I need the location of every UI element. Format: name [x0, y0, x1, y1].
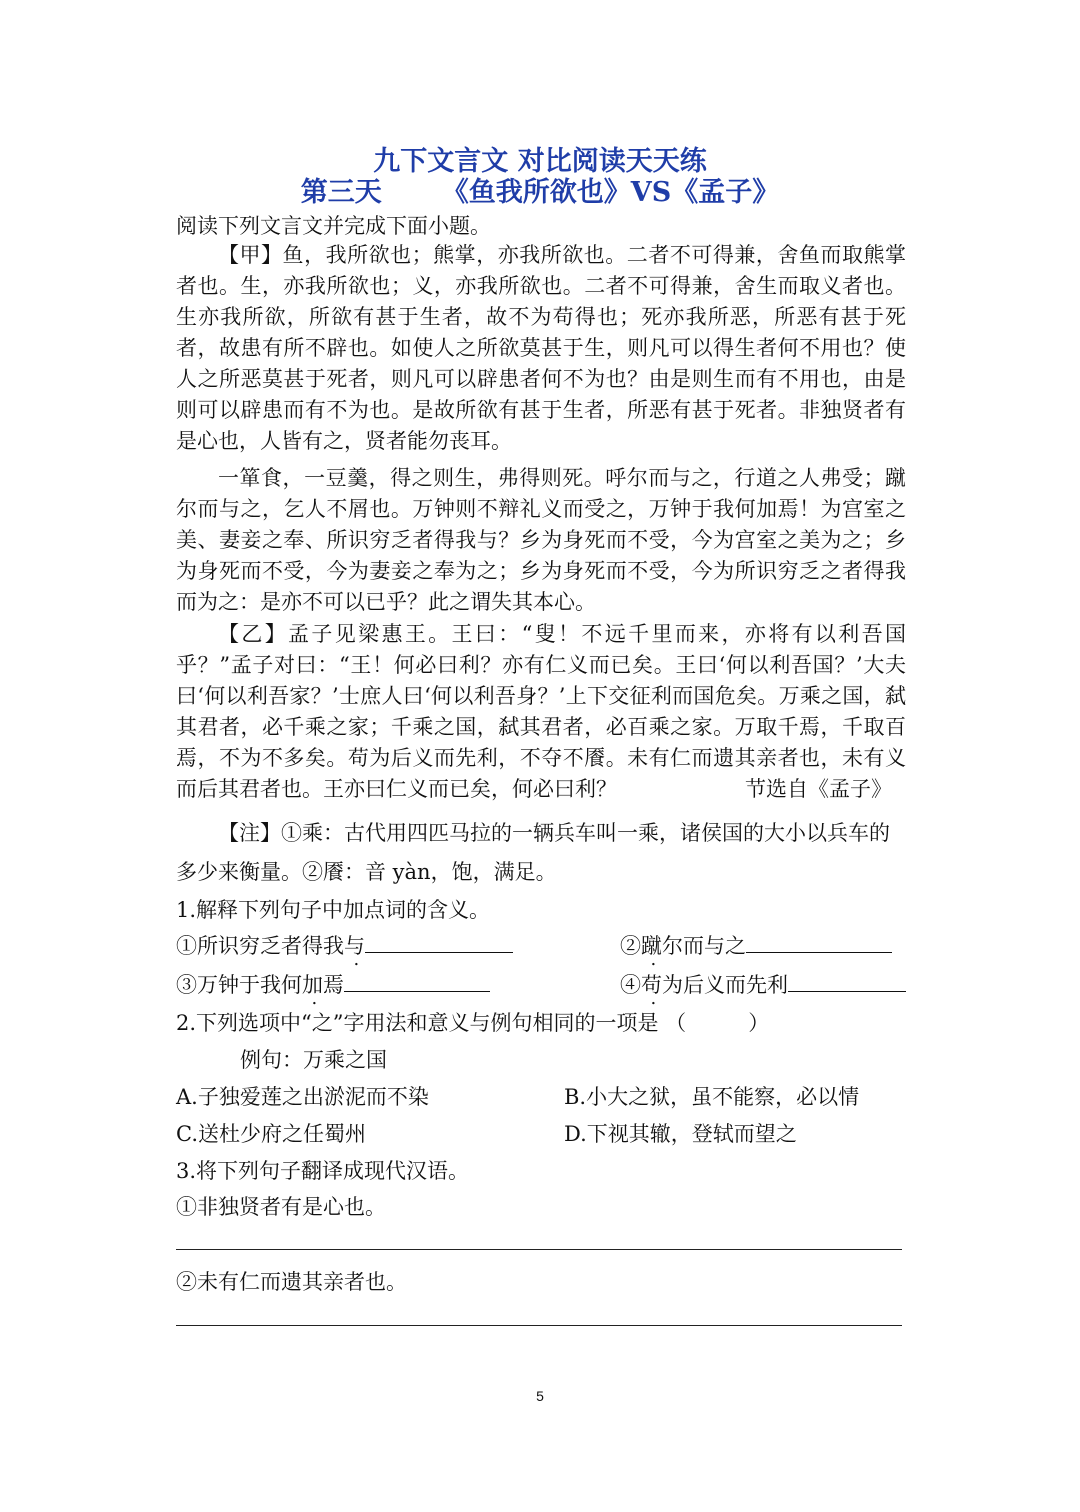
q2-option-d: D.下视其辙，登轼而望之: [564, 1122, 797, 1146]
q1-b-prefix: ②: [620, 934, 641, 958]
q1-a-text: ①所识穷乏者得我: [176, 934, 344, 958]
question-1-stem: 1.解释下列句子中加点词的含义。: [176, 898, 491, 922]
q2-example: 例句：万乘之国: [240, 1048, 387, 1072]
comparison-label: 《鱼我所欲也》VS《孟子》: [441, 177, 780, 208]
q2-option-c: C.送杜少府之任蜀州: [176, 1122, 366, 1146]
q1-d-text: 为后义而先利: [662, 973, 788, 997]
annotation-note: 【注】①乘：古代用四匹马拉的一辆兵车叫一乘，诸侯国的大小以兵车的多少来衡量。②餍：音 yàn，饱，满足。: [176, 821, 890, 884]
question-2-stem: [176, 1009, 769, 1037]
q1-b-text: 尔而与之: [662, 934, 746, 958]
q3-sentence-1: ①非独贤者有是心也。: [176, 1195, 386, 1219]
passage-source: 节选自《孟子》: [745, 777, 892, 801]
worksheet-title: 九下文言文 对比阅读天天练: [373, 146, 707, 177]
q1-a-answer-blank[interactable]: [365, 932, 513, 953]
q1-d-prefix: ④: [620, 973, 641, 997]
passage-b-text: 【乙】孟子见梁惠王。王曰：“叟！不远千里而来，亦将有以利吾国乎？”孟子对曰：“王！何必曰利？亦有仁义而已矣。王曰‘何以利吾国？’大夫曰‘何以利吾家？’士庶人曰‘何以利吾身？’上下交征利而国危矣。万乘之国，弑其君者，必千乘之家；千乘之国，弑其君者，必百乘之家。万取千焉，千取百焉，不为不多矣。苟为后义而先利，不夺不餍。未有仁而遗其亲者也，未有义而后其君者也。王亦曰仁义而已矣，何必曰利？: [176, 622, 906, 801]
q1-c-dotted-word: 加: [302, 973, 323, 997]
q3-answer-line-2[interactable]: [176, 1325, 902, 1326]
q1-item-b: [620, 932, 892, 960]
q1-c-text: ③万钟于我何: [176, 973, 302, 997]
q1-b-dotted-word: 蹴: [641, 934, 662, 958]
q1-item-a: [176, 932, 513, 960]
page-number: 5: [536, 1388, 544, 1404]
q1-d-answer-blank[interactable]: [788, 971, 906, 992]
q2-stem-text: 2.下列选项中“之”字用法和意义与例句相同的一项是 （: [176, 1011, 687, 1035]
instructions: 阅读下列文言文并完成下面小题。: [176, 214, 491, 238]
passage-a-paragraph-2: 一箪食，一豆羹，得之则生，弗得则死。呼尔而与之，行道之人弗受；蹴尔而与之，乞人不屑也。万钟则不辩礼义而受之，万钟于我何加焉！为宫室之美、妻妾之奉、所识穷乏者得我与？乡为身死而不受，今为宫室之美为之；乡为身死而不受，今为妻妾之奉为之；乡为身死而不受，今为所识穷乏之者得我而为之：是亦不可以已乎？此之谓失其本心。: [176, 466, 906, 614]
q1-c-answer-blank[interactable]: [344, 971, 490, 992]
q1-a-dotted-word: 与: [344, 934, 365, 958]
q2-option-a: A.子独爱莲之出淤泥而不染: [176, 1085, 429, 1109]
q1-b-answer-blank[interactable]: [746, 932, 892, 953]
q1-c-suffix: 焉: [323, 973, 344, 997]
passage-a-paragraph-1: 【甲】鱼，我所欲也；熊掌，亦我所欲也。二者不可得兼，舍鱼而取熊掌者也。生，亦我所欲也；义，亦我所欲也。二者不可得兼，舍生而取义者也。生亦我所欲，所欲有甚于生者，故不为苟得也；死亦我所恶，所恶有甚于死者，故患有所不辟也。如使人之所欲莫甚于生，则凡可以得生者何不用也？使人之所恶莫甚于死者，则凡可以辟患者何不为也？由是则生而有不用也，由是则可以辟患而有不为也。是故所欲有甚于生者，所恶有甚于死者。非独贤者有是心也，人皆有之，贤者能勿丧耳。: [176, 243, 906, 453]
q1-d-dotted-word: 苟: [641, 973, 662, 997]
q1-item-d: [620, 971, 906, 999]
q3-sentence-2: ②未有仁而遗其亲者也。: [176, 1270, 407, 1294]
q3-answer-line-1[interactable]: [176, 1249, 902, 1250]
worksheet-subtitle: [0, 176, 1080, 210]
question-3-stem: 3.将下列句子翻译成现代汉语。: [176, 1159, 470, 1183]
day-label: 第三天: [300, 177, 382, 208]
q1-item-c: [176, 971, 490, 999]
q2-option-b: B.小大之狱，虽不能察，必以情: [564, 1085, 860, 1109]
q2-stem-close: ）: [748, 1011, 770, 1035]
passage-b: [176, 619, 906, 805]
